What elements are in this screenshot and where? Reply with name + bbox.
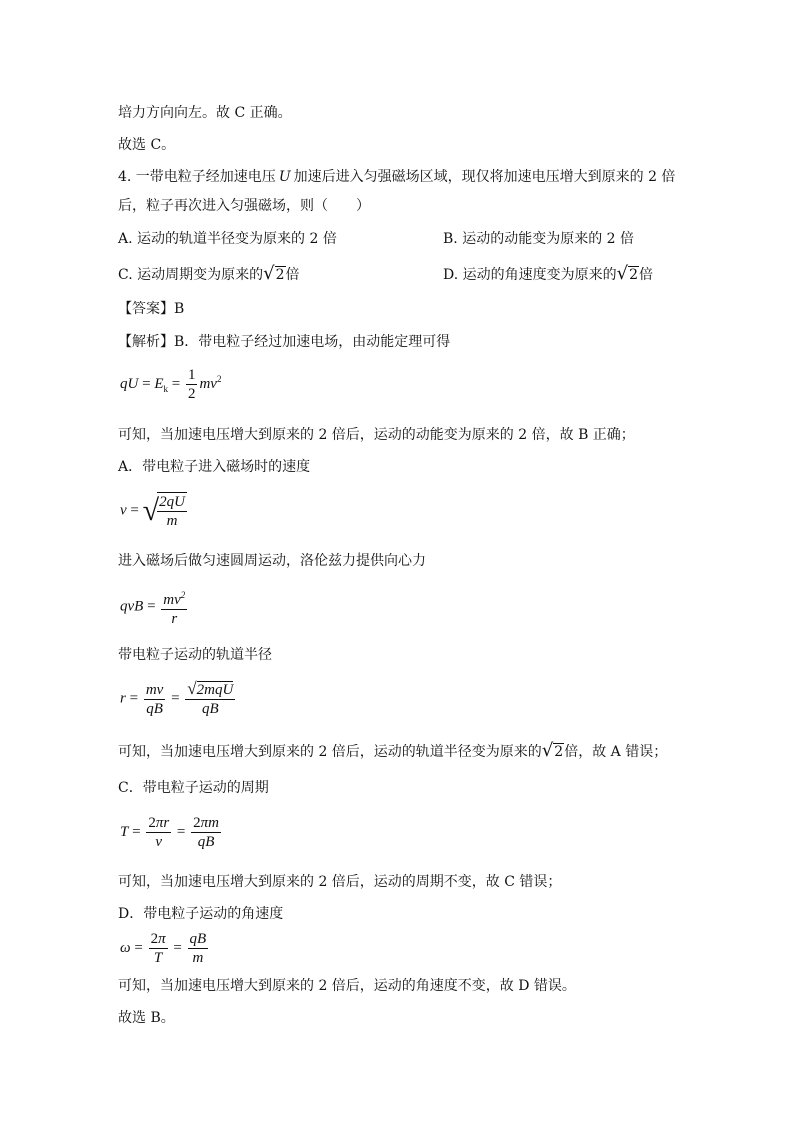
text-line: 培力方向向左。故 C 正确。 [118,105,292,121]
sqrt2: √2 [263,263,285,284]
option-b: B. 运动的动能变为原来的 2 倍 [443,231,634,247]
option-d [443,264,653,285]
question-text: 加速后进入匀强磁场区域，现仅将加速电压增大到原来的 2 倍 [293,169,676,185]
equation-period: T = $\frac{2\pi r}{v}$ = $\frac{2\pi m}{qB}$ [120,815,219,850]
question-stem [118,167,675,187]
equation-velocity: v = √ $\frac{2qU}{m}$ [120,494,185,529]
text-line: 可知，当加速电压增大到原来的 2 倍后，运动的周期不变，故 C 错误； [118,874,562,890]
question-stem-line2: 后，粒子再次进入匀强磁场，则（ ） [118,198,370,214]
option-c-text: 倍 [285,267,300,283]
option-c-text: C. 运动周期变为原来的 [118,267,264,283]
equation-radius: r = $\frac{mv}{qB}$ = $\frac{\text{√2mqU}}{qB}$ [120,679,234,717]
equation-angular-velocity: ω = $\frac{2\pi}{T}$ = $\frac{qB}{m}$ [120,931,207,966]
text-line: 可知，当加速电压增大到原来的 2 倍后，运动的角速度不变，故 D 错误。 [118,978,576,994]
sqrt2: √2 [541,740,564,761]
text-line: 进入磁场后做匀速圆周运动，洛伦兹力提供向心力 [118,553,426,569]
analysis-line: 【解析】B．带电粒子经过加速电场，由动能定理可得 [118,334,451,350]
equation-energy: qU = $E_k$ = $\frac{1}{2}$ $mv^2$ [120,367,222,402]
text-line: 故选 C。 [118,137,176,153]
text-line: 可知，当加速电压增大到原来的 2 倍后，运动的动能变为原来的 2 倍，故 B 正确； [118,427,635,443]
equation-lorentz: qvB = $\frac{mv^2}{r}$ [120,586,189,628]
option-a: A. 运动的轨道半径变为原来的 2 倍 [118,231,337,247]
text-line: C．带电粒子运动的周期 [118,780,269,796]
text-segment: 可知，当加速电压增大到原来的 2 倍后，运动的轨道半径变为原来的 [118,744,542,760]
text-line: D．带电粒子运动的角速度 [118,906,284,922]
text-line: 故选 B。 [118,1010,175,1026]
text-line: A．带电粒子进入磁场时的速度 [118,459,311,475]
answer-line: 【答案】B [118,301,185,317]
option-d-text: 倍 [639,267,654,283]
text-line [118,741,667,762]
sqrt2: √2 [616,263,639,284]
question-text: 4. 一带电粒子经加速电压 [118,169,276,185]
voltage-symbol: U [278,169,291,185]
text-segment: 倍，故 A 错误； [564,744,668,760]
text-line: 带电粒子运动的轨道半径 [118,647,272,663]
option-d-text: D. 运动的角速度变为原来的 [443,267,617,283]
option-c [118,264,300,285]
